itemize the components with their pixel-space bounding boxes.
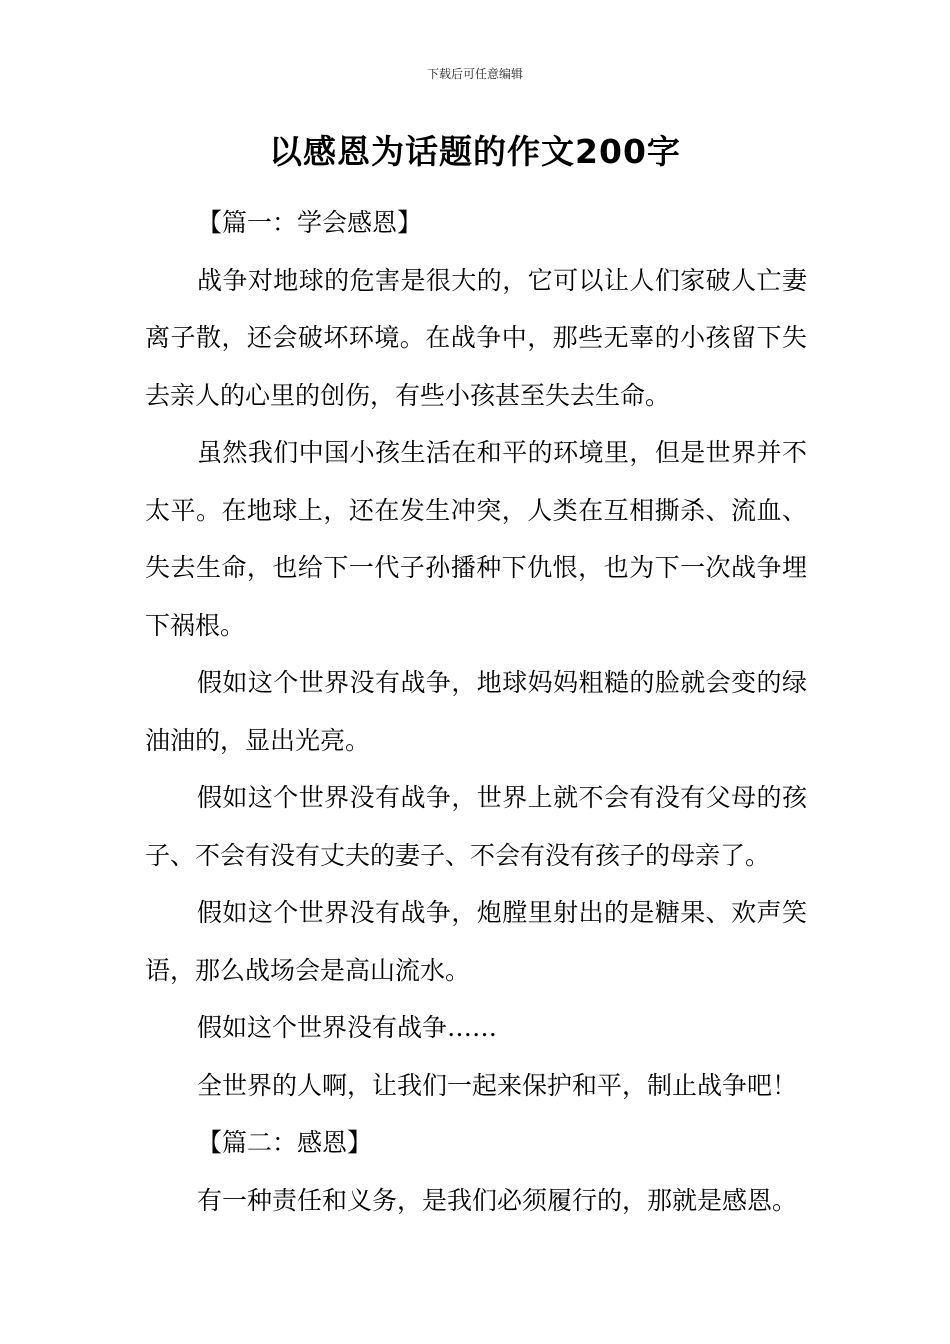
section-heading: 【篇一：学会感恩】	[197, 208, 423, 237]
paragraph: 假如这个世界没有战争……	[197, 1013, 498, 1042]
section-heading: 【篇二：感恩】	[197, 1128, 373, 1157]
paragraph: 虽然我们中国小孩生活在和平的环境里，但是世界并不太平。在地球上，还在发生冲突，人类在互相撕杀、流血、失去生命，也给下一代子孙播种下仇恨，也为下一次战争埋下祸根。	[145, 438, 807, 640]
paragraph: 战争对地球的危害是很大的，它可以让人们家破人亡妻离子散，还会破坏环境。在战争中，那些无辜的小孩留下失去亲人的心里的创伤，有些小孩甚至失去生命。	[145, 265, 807, 410]
document-body	[145, 194, 807, 1229]
paragraph: 有一种责任和义务，是我们必须履行的，那就是感恩。	[197, 1185, 798, 1215]
paragraph: 假如这个世界没有战争，世界上就不会有没有父母的孩子、不会有没有丈夫的妻子、不会有没有孩子的母亲了。	[145, 783, 807, 870]
paragraph: 假如这个世界没有战争，炮膛里射出的是糖果、欢声笑语，那么战场会是高山流水。	[145, 898, 807, 985]
paragraph: 假如这个世界没有战争，地球妈妈粗糙的脸就会变的绿油油的，显出光亮。	[145, 668, 807, 755]
document-title: 以感恩为话题的作文200字	[269, 132, 681, 171]
header-note: 下载后可任意编辑	[426, 67, 523, 81]
paragraph: 全世界的人啊，让我们一起来保护和平，制止战争吧！	[197, 1070, 798, 1100]
